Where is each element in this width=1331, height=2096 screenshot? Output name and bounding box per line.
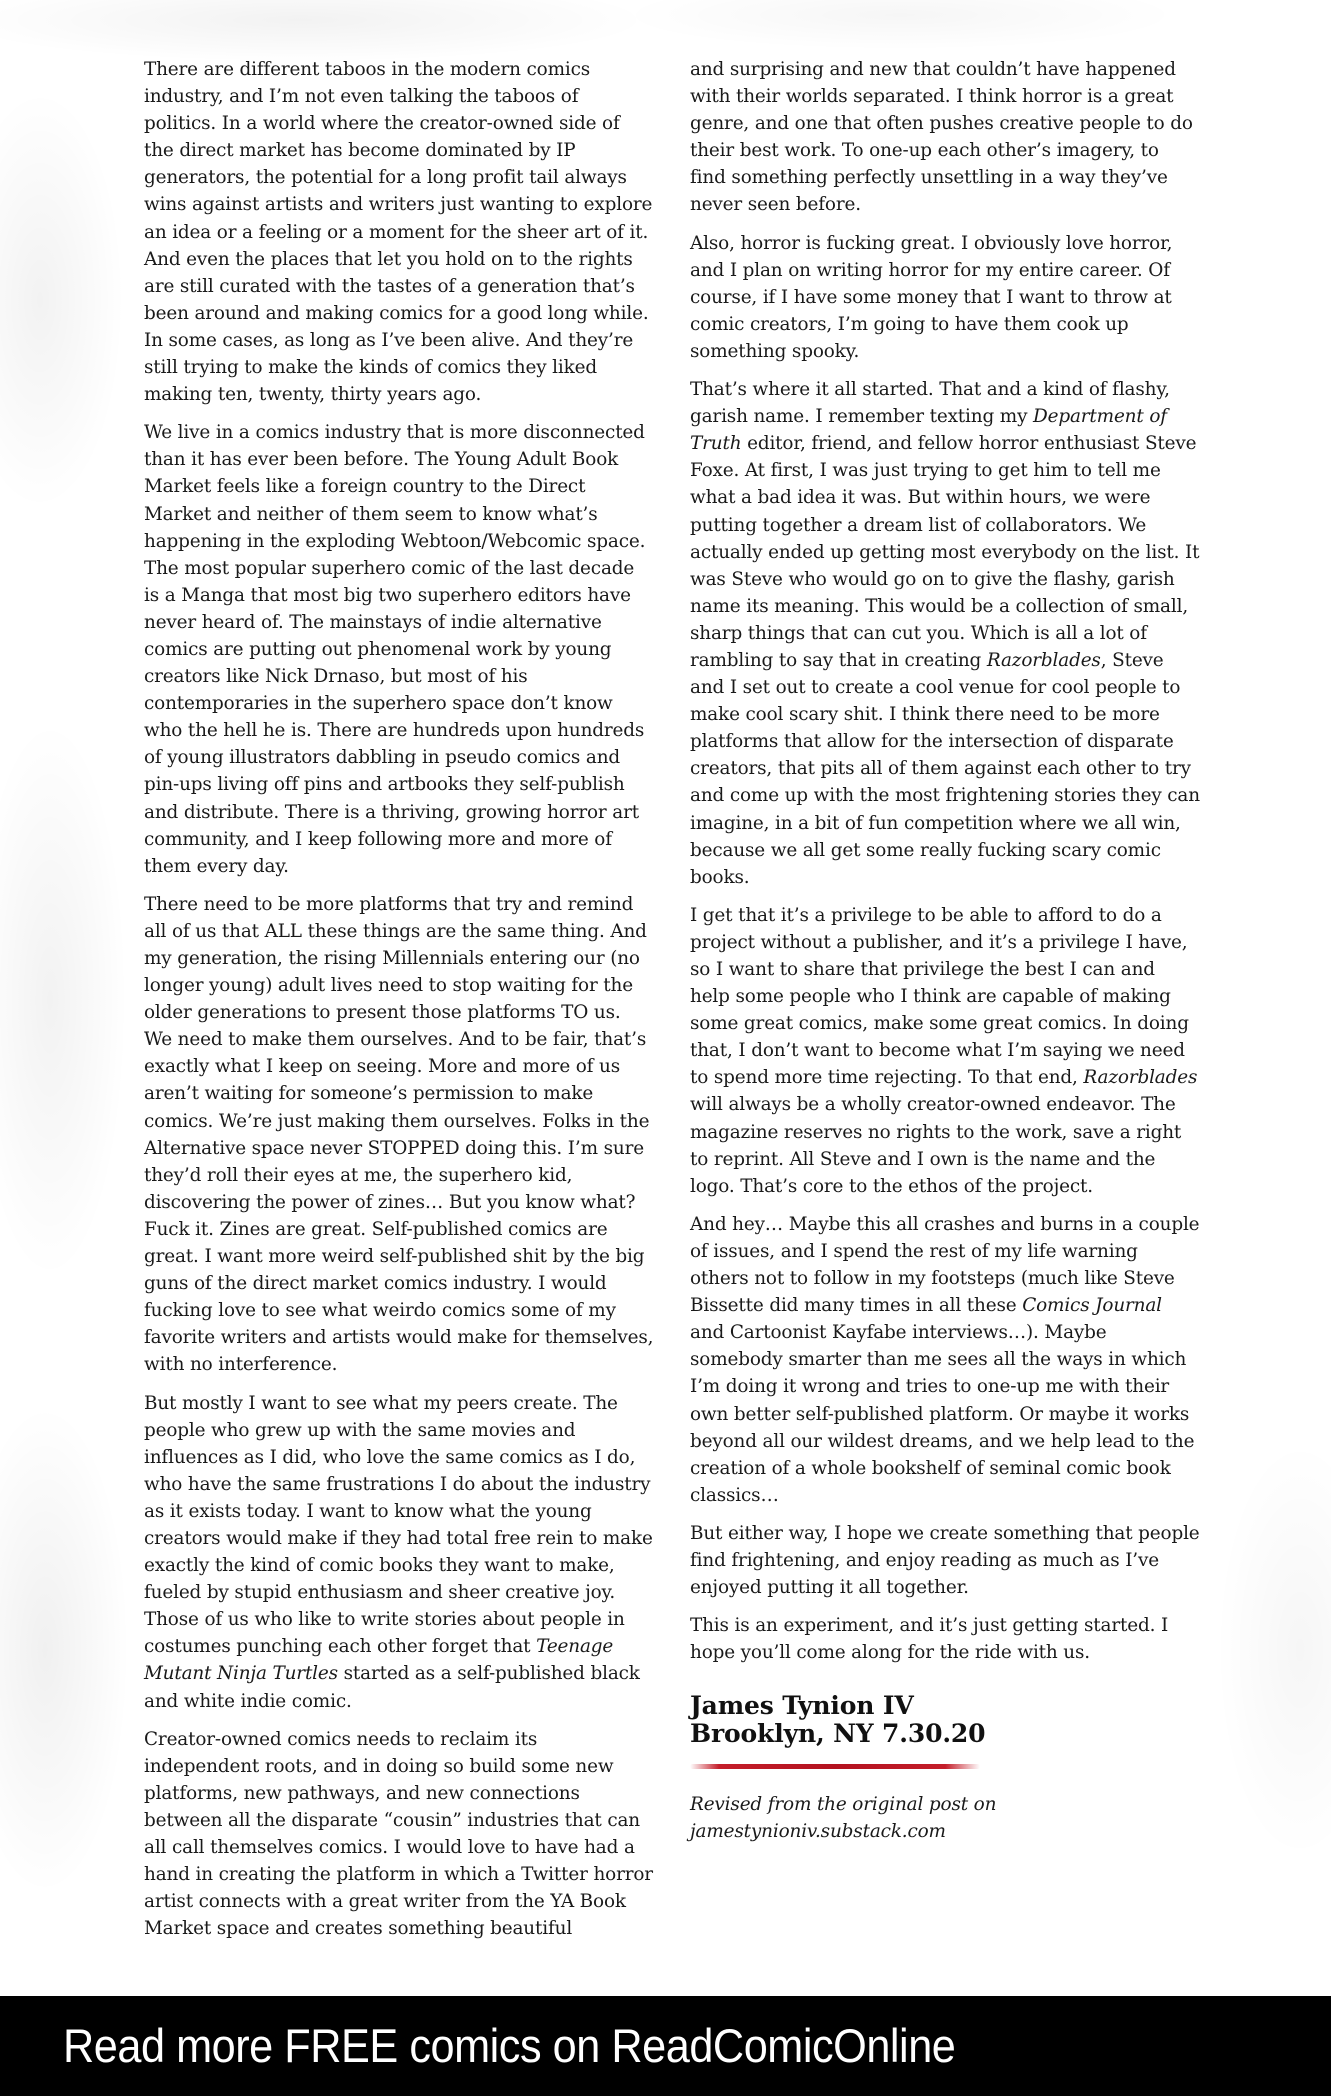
paragraph: This is an experiment, and it’s just getting started. I hope you’ll come along for the ride with us.: [690, 1615, 1169, 1664]
paragraph: We live in a comics industry that is more disconnected than it has ever been before. The Young Adult Book Market feels like a foreign country to the Direct Market and neither of them seem to know what’s happening in the exploding Webtoon/Webcomic space. The most popular superhero comic of the last decade is a Manga that most big two superhero editors have never heard of. The mainstays of indie alternative comics are putting out phenomenal work by young creators like Nick Drnaso, but most of his contemporaries in the superhero space don’t know who the hell he is. There are hundreds upon hundreds of young illustrators dabbling in pseudo comics and pin-ups living off pins and artbooks they self-publish and distribute. There is a thriving, growing horror art community, and I keep following more and more of them every day.: [144, 422, 646, 877]
title-italic: Teenage Mutant Ninja Turtles: [144, 1636, 614, 1685]
title-italic: Razorblades: [986, 649, 1101, 671]
text: editor, friend, and fellow horror enthusiast Steve Foxe. At first, I was just trying to get him to tell me what a bad idea it was. But within hours, we were putting together a dream list of collaborators. We actually ended up getting most everybody on the list. It was Steve who would go on to give the flashy, garish name its meaning. This would be a collection of small, sharp things that can cut you. Which is all a lot of rambling to say that in creating: [690, 433, 1200, 671]
paragraph: Also, horror is fucking great. I obviously love horror, and I plan on writing horror for my entire career. Of course, if I have some money that I want to throw at comic creators, I’m going to have them cook up something spooky.: [690, 232, 1173, 362]
text: , Steve and I set out to create a cool venue for cool people to make cool scary shit. I think there need to be more platforms that allow for the intersection of disparate creators, that pits all of them against each other to try and come up with the most frightening stories they can imagine, in a bit of fun competition where we all win, because we all get some really fucking scary comic books.: [690, 649, 1200, 888]
text: and Cartoonist Kayfabe interviews…). Maybe somebody smarter than me sees all the ways in which I’m doing it wrong and tries to one-up me with their own better self-published platform. Or maybe it works beyond all our wildest dreams, and we help lead to the creation of a whole bookshelf of seminal comic book classics…: [690, 1322, 1195, 1506]
paragraph: and surprising and new that couldn’t have happened with their worlds separated. I think horror is a great genre, and one that often pushes creative people to do their best work. To one-up each other’s imagery, to find something perfectly unsettling in a way they’ve never seen before.: [690, 59, 1193, 216]
paragraph: [690, 1211, 1200, 1509]
paragraph: [144, 1390, 654, 1715]
paragraph: [690, 902, 1200, 1200]
text: That’s where it all started. That and a kind of flashy, garish name. I remember texting my: [690, 379, 1170, 428]
title-italic: Comics Journal: [1022, 1295, 1162, 1317]
author-place-date: Brooklyn, NY 7.30.20: [690, 1719, 986, 1749]
credit-url: jamestynioniv.substack.com: [690, 1821, 946, 1843]
text: will always be a wholly creator-owned endeavor. The magazine reserves no rights to the work, save a right to reprint. All Steve and I own is the name and the logo. That’s core to the ethos of the project.: [690, 1094, 1182, 1197]
paragraph: But either way, I hope we create something that people find frightening, and enjoy reading as much as I’ve enjoyed putting it all together.: [690, 1522, 1200, 1599]
source-credit: [690, 1791, 1200, 1845]
text: I get that it’s a privilege to be able to afford to do a project without a publisher, and it’s a privilege I have, so I want to share that privilege the best I can and help some people who I think are capable of making some great comics, make some great comics. In doing that, I don’t want to become what I’m saying we need to spend more time rejecting. To that end,: [690, 904, 1189, 1089]
text: And hey… Maybe this all crashes and burns in a couple of issues, and I spend the rest of my life warning others not to follow in my footsteps (much like Steve Bissette did many times in all these: [690, 1213, 1200, 1317]
paragraph: Creator-owned comics needs to reclaim its independent roots, and in doing so build some new platforms, new pathways, and new connections between all the disparate “cousin” industries that can all call themselves comics. I would love to have had a hand in creating the platform in which a Twitter horror artist connects with a great writer from the YA Book Market space and creates something beautiful: [144, 1728, 653, 1940]
paragraph: There are different taboos in the modern comics industry, and I’m not even talking the taboos of politics. In a world where the creator-owned side of the direct market has become dominated by IP generators, the potential for a long profit tail always wins against artists and writers just wanting to explore an idea or a feeling or a moment for the sheer art of it. And even the places that let you hold on to the rights are still curated with the tastes of a generation that’s been around and making comics for a good long while. In some cases, as long as I’ve been alive. And they’re still trying to make the kinds of comics they liked making ten, twenty, thirty years ago.: [144, 59, 653, 406]
title-italic: Department of Truth: [690, 406, 1167, 455]
left-column: [144, 56, 654, 1953]
text: But mostly I want to see what my peers create. The people who grew up with the same movies and influences as I did, who love the same comics as I do, who have the same frustrations I do about the industry as it exists today. I want to know what the young creators would make if they had total free rein to make exactly the kind of comic books they want to make, fueled by stupid enthusiasm and sheer creative joy. Those of us who like to write stories about people in costumes punching each other forget that: [144, 1392, 653, 1658]
title-italic: Razorblades: [1083, 1067, 1198, 1089]
paragraph: [690, 376, 1200, 891]
author-name: James Tynion IV: [690, 1691, 914, 1721]
credit-line: Revised from the original post on: [690, 1794, 997, 1816]
text: started as a self-published black and white indie comic.: [144, 1663, 640, 1712]
author-signature: [690, 1692, 1200, 1748]
promo-banner-text[interactable]: Read more FREE comics on ReadComicOnline: [63, 2019, 956, 2072]
paragraph: There need to be more platforms that try and remind all of us that ALL these things are the same thing. And my generation, the rising Millennials entering our (no longer young) adult lives need to stop waiting for the older generations to present those platforms TO us. We need to make them ourselves. And to be fair, that’s exactly what I keep on seeing. More and more of us aren’t waiting for someone’s permission to make comics. We’re just making them ourselves. Folks in the Alternative space never STOPPED doing this. I’m sure they’d roll their eyes at me, the superhero kid, discovering the power of zines… But you know what? Fuck it. Zines are great. Self-published comics are great. I want more weird self-published shit by the big guns of the direct market comics industry. I would fucking love to see what weirdo comics some of my favorite writers and artists would make for themselves, with no interference.: [144, 893, 654, 1376]
red-brush-divider: [690, 1764, 980, 1769]
promo-banner[interactable]: [0, 1996, 1331, 2096]
right-column: [690, 56, 1200, 1845]
